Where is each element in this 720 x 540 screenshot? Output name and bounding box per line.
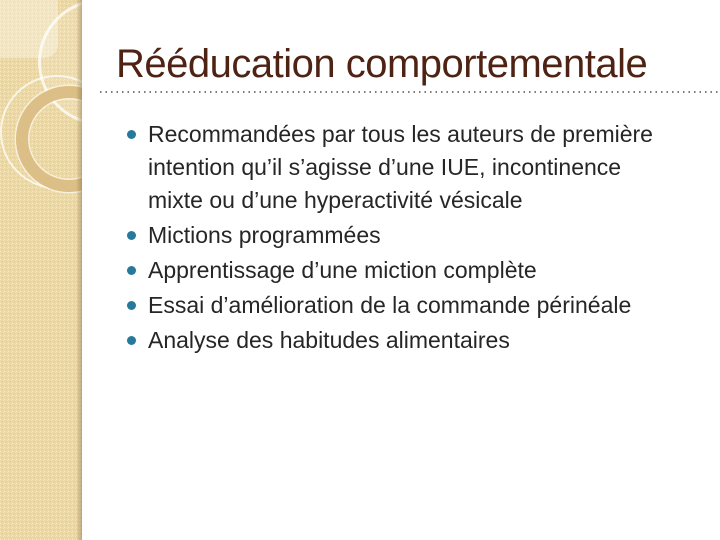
bullet-text: Apprentissage d’une miction complète — [148, 257, 537, 283]
bullet-item — [127, 254, 675, 287]
slide-title: Rééducation comportementale — [116, 42, 648, 86]
bullet-item — [127, 289, 675, 322]
sidebar-decoration — [0, 0, 82, 540]
bullet-item — [127, 324, 675, 357]
bullet-dot-icon — [127, 301, 136, 310]
bullet-dot-icon — [127, 130, 136, 139]
bullet-dot-icon — [127, 336, 136, 345]
bullet-item — [127, 219, 675, 252]
bullet-text: Essai d’amélioration de la commande périnéale — [148, 292, 632, 318]
title-divider — [100, 91, 718, 93]
bullet-list — [127, 118, 675, 359]
bullet-text: Recommandées par tous les auteurs de première intention qu’il s’agisse d’une IUE, incontinence mixte ou d’une hyperactivité vésicale — [148, 121, 653, 213]
bullet-text: Analyse des habitudes alimentaires — [148, 327, 510, 353]
bullet-dot-icon — [127, 266, 136, 275]
sidebar-edge-shadow — [76, 0, 82, 540]
bullet-dot-icon — [127, 231, 136, 240]
bullet-item — [127, 118, 675, 217]
bullet-text: Mictions programmées — [148, 222, 381, 248]
